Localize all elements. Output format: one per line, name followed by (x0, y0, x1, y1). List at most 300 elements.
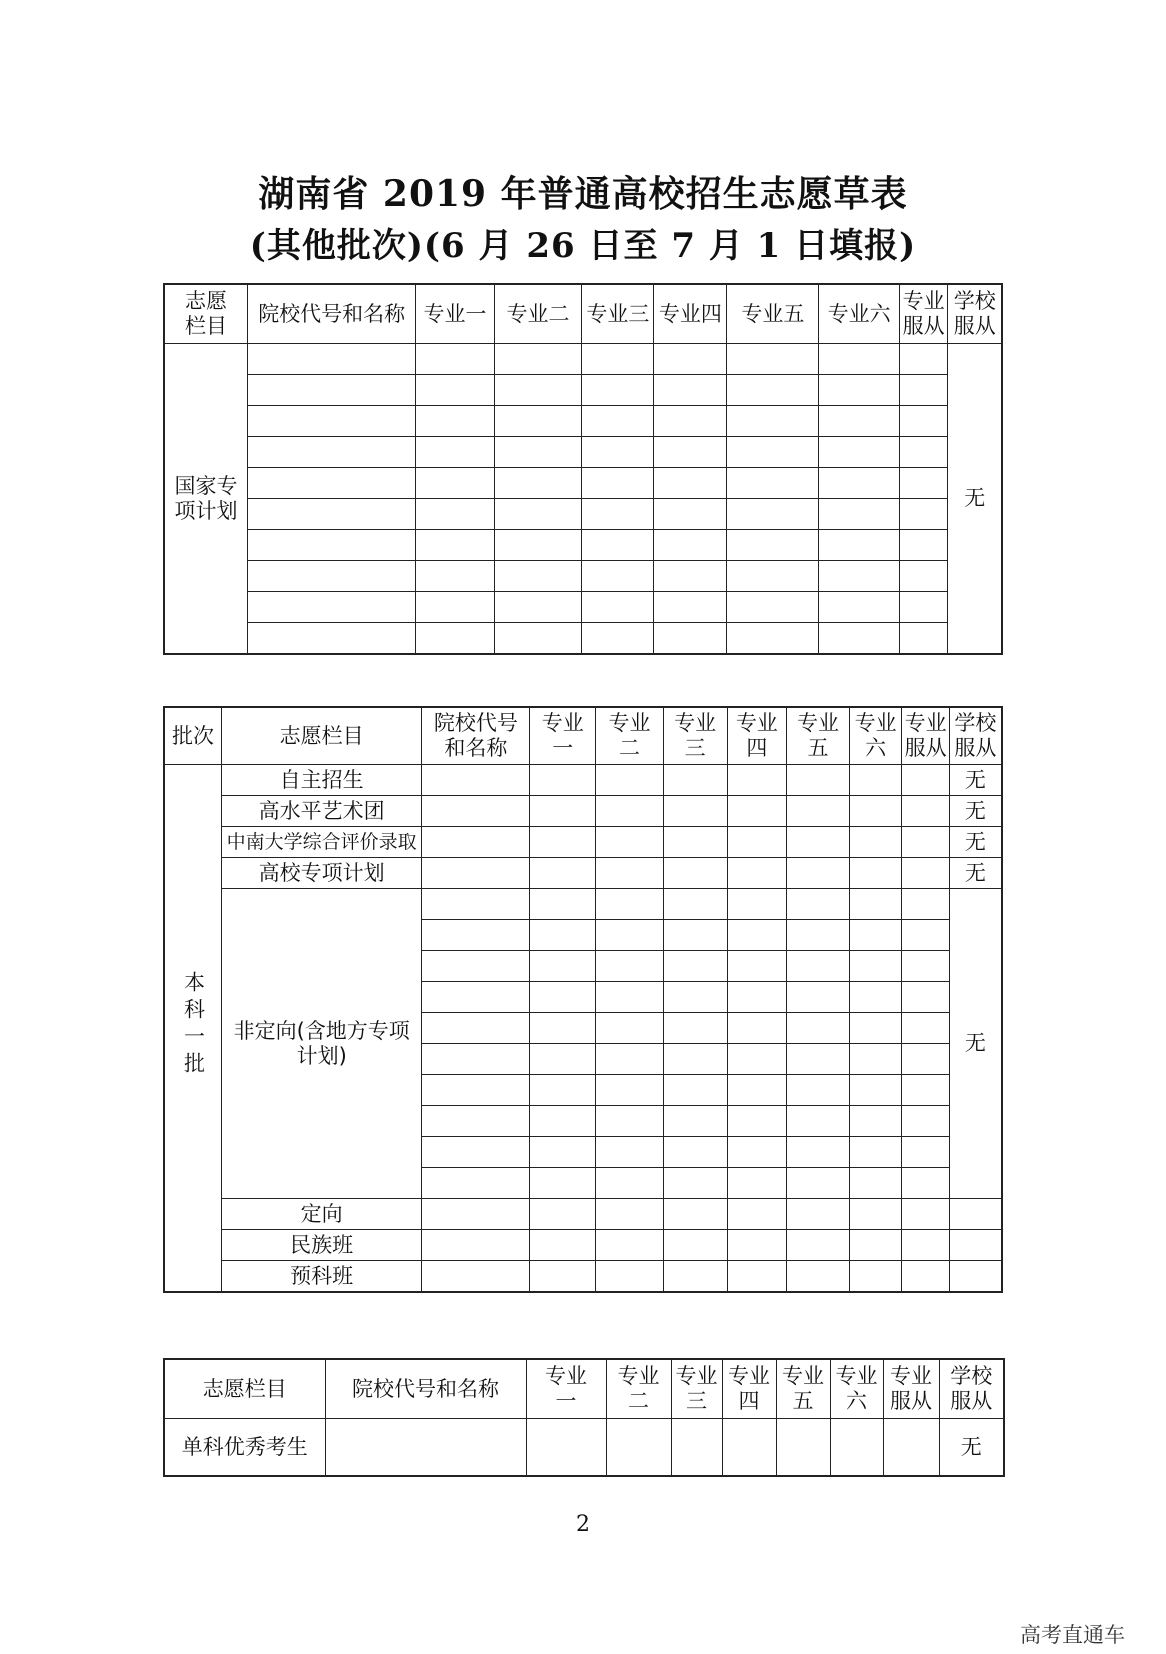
input-cell[interactable] (849, 889, 902, 920)
header-cell: 专业 服从 (883, 1359, 939, 1419)
input-cell[interactable] (248, 468, 416, 499)
input-cell[interactable] (727, 889, 787, 920)
input-cell[interactable] (530, 920, 596, 951)
input-cell[interactable] (902, 889, 950, 920)
input-cell[interactable] (596, 1106, 664, 1137)
input-cell[interactable] (819, 530, 899, 561)
batch-label-text: 本科一批 (181, 971, 206, 1079)
input-cell[interactable] (902, 1044, 950, 1075)
input-cell[interactable] (787, 920, 850, 951)
input-cell[interactable] (422, 920, 530, 951)
input-cell[interactable] (727, 858, 787, 889)
input-cell[interactable] (422, 1075, 530, 1106)
input-cell[interactable] (849, 765, 902, 796)
header-cell: 专业 服从 (902, 707, 950, 765)
input-cell[interactable] (819, 623, 899, 655)
input-cell[interactable] (422, 765, 530, 796)
table-row (164, 858, 1002, 889)
input-cell[interactable] (663, 796, 727, 827)
input-cell[interactable] (899, 437, 948, 468)
form-title: 湖南省 2019 年普通高校招生志愿草表 (258, 173, 908, 215)
input-cell[interactable] (787, 889, 850, 920)
input-cell[interactable] (596, 889, 664, 920)
input-cell[interactable] (727, 1075, 787, 1106)
input-cell[interactable] (248, 344, 416, 375)
input-cell[interactable] (530, 1137, 596, 1168)
table-header-row (164, 1359, 1004, 1419)
input-cell[interactable] (663, 858, 727, 889)
header-cell: 专业 服从 (899, 284, 948, 344)
input-cell[interactable] (530, 1199, 596, 1230)
input-cell[interactable] (727, 1137, 787, 1168)
table-row (164, 1261, 1002, 1293)
input-cell[interactable] (530, 1044, 596, 1075)
input-cell[interactable] (422, 1106, 530, 1137)
input-cell[interactable] (849, 1075, 902, 1106)
input-cell[interactable] (787, 1013, 850, 1044)
input-cell[interactable] (582, 623, 654, 655)
input-cell[interactable] (663, 1075, 727, 1106)
input-cell[interactable] (526, 1419, 606, 1477)
input-cell[interactable] (422, 858, 530, 889)
input-cell[interactable] (422, 982, 530, 1013)
undergraduate-first-batch-table (163, 706, 1003, 1293)
input-cell[interactable] (596, 827, 664, 858)
input-cell[interactable] (530, 1261, 596, 1293)
input-cell[interactable] (582, 406, 654, 437)
input-cell[interactable] (727, 344, 819, 375)
input-cell[interactable] (596, 1137, 664, 1168)
item-label: 高校专项计划 (222, 858, 422, 889)
input-cell[interactable] (494, 375, 582, 406)
table-row (164, 623, 1002, 655)
input-cell[interactable] (819, 344, 899, 375)
input-cell[interactable] (899, 623, 948, 655)
item-label: 民族班 (222, 1230, 422, 1261)
input-cell[interactable] (422, 796, 530, 827)
input-cell[interactable] (899, 375, 948, 406)
input-cell[interactable] (902, 1199, 950, 1230)
input-cell[interactable] (422, 1261, 530, 1293)
input-cell[interactable] (902, 920, 950, 951)
input-cell[interactable] (902, 1168, 950, 1199)
input-cell[interactable] (416, 561, 494, 592)
header-cell: 院校代号 和名称 (422, 707, 530, 765)
input-cell[interactable] (787, 1137, 850, 1168)
input-cell[interactable] (596, 1168, 664, 1199)
input-cell[interactable] (416, 375, 494, 406)
input-cell[interactable] (530, 951, 596, 982)
header-cell: 志愿栏目 (164, 1359, 325, 1419)
input-cell[interactable] (654, 499, 727, 530)
input-cell[interactable] (727, 468, 819, 499)
school-obey-value: 无 (949, 889, 1002, 1199)
input-cell[interactable] (849, 920, 902, 951)
item-label: 中南大学综合评价录取 (222, 827, 422, 858)
input-cell[interactable] (654, 592, 727, 623)
input-cell[interactable] (422, 889, 530, 920)
input-cell[interactable] (727, 951, 787, 982)
input-cell[interactable] (416, 406, 494, 437)
input-cell[interactable] (819, 437, 899, 468)
input-cell[interactable] (902, 1013, 950, 1044)
input-cell[interactable] (727, 1199, 787, 1230)
item-label: 定向 (222, 1199, 422, 1230)
input-cell[interactable] (787, 827, 850, 858)
header-cell: 专业 四 (727, 707, 787, 765)
header-cell: 专业六 (819, 284, 899, 344)
form-subtitle: (其他批次)(6 月 26 日至 7 月 1 日填报) (249, 226, 917, 266)
table-row (164, 827, 1002, 858)
table-row (164, 765, 1002, 796)
input-cell[interactable] (416, 344, 494, 375)
input-cell[interactable] (582, 561, 654, 592)
item-label: 预科班 (222, 1261, 422, 1293)
input-cell[interactable] (727, 1168, 787, 1199)
input-cell[interactable] (494, 344, 582, 375)
header-cell: 专业三 (582, 284, 654, 344)
input-cell[interactable] (899, 468, 948, 499)
input-cell[interactable] (494, 530, 582, 561)
input-cell[interactable] (727, 1230, 787, 1261)
header-cell: 专业 六 (849, 707, 902, 765)
input-cell[interactable] (902, 796, 950, 827)
input-cell[interactable] (787, 1199, 850, 1230)
input-cell[interactable] (819, 375, 899, 406)
input-cell[interactable] (663, 1013, 727, 1044)
input-cell[interactable] (663, 982, 727, 1013)
input-cell[interactable] (596, 765, 664, 796)
input-cell[interactable] (582, 592, 654, 623)
input-cell[interactable] (787, 1168, 850, 1199)
input-cell[interactable] (849, 1137, 902, 1168)
input-cell[interactable] (727, 530, 819, 561)
input-cell[interactable] (902, 1106, 950, 1137)
header-cell: 专业 三 (663, 707, 727, 765)
national-special-plan-table (163, 283, 1003, 655)
input-cell[interactable] (422, 1137, 530, 1168)
input-cell[interactable] (530, 827, 596, 858)
header-cell: 志愿 栏目 (164, 284, 248, 344)
input-cell[interactable] (727, 1106, 787, 1137)
input-cell[interactable] (819, 406, 899, 437)
input-cell[interactable] (416, 623, 494, 655)
input-cell[interactable] (606, 1419, 671, 1477)
input-cell[interactable] (582, 499, 654, 530)
input-cell[interactable] (416, 592, 494, 623)
input-cell[interactable] (248, 592, 416, 623)
input-cell[interactable] (849, 1261, 902, 1293)
input-cell[interactable] (727, 375, 819, 406)
header-cell: 志愿栏目 (222, 707, 422, 765)
single-subject-excellent-table (163, 1358, 1005, 1477)
input-cell[interactable] (654, 530, 727, 561)
input-cell[interactable] (722, 1419, 776, 1477)
input-cell[interactable] (787, 765, 850, 796)
table-row (164, 406, 1002, 437)
input-cell[interactable] (654, 344, 727, 375)
input-cell[interactable] (530, 1168, 596, 1199)
input-cell[interactable] (663, 1137, 727, 1168)
input-cell[interactable] (849, 1044, 902, 1075)
input-cell[interactable] (727, 406, 819, 437)
input-cell[interactable] (727, 920, 787, 951)
header-cell: 学校 服从 (948, 284, 1002, 344)
input-cell[interactable] (776, 1419, 830, 1477)
input-cell[interactable] (530, 858, 596, 889)
input-cell[interactable] (727, 1044, 787, 1075)
input-cell[interactable] (899, 592, 948, 623)
input-cell[interactable] (902, 765, 950, 796)
input-cell[interactable] (248, 406, 416, 437)
input-cell[interactable] (596, 1013, 664, 1044)
input-cell[interactable] (416, 530, 494, 561)
input-cell[interactable] (787, 1106, 850, 1137)
header-cell: 专业四 (654, 284, 727, 344)
input-cell[interactable] (949, 1199, 1002, 1230)
input-cell[interactable] (582, 468, 654, 499)
input-cell[interactable] (899, 561, 948, 592)
input-cell[interactable] (248, 530, 416, 561)
input-cell[interactable] (416, 468, 494, 499)
table-row (164, 889, 1002, 920)
input-cell[interactable] (902, 982, 950, 1013)
header-cell: 院校代号和名称 (248, 284, 416, 344)
input-cell[interactable] (530, 1106, 596, 1137)
input-cell[interactable] (663, 1261, 727, 1293)
header-cell: 学校 服从 (939, 1359, 1004, 1419)
input-cell[interactable] (654, 406, 727, 437)
input-cell[interactable] (819, 561, 899, 592)
input-cell[interactable] (422, 1044, 530, 1075)
school-obey-value: 无 (949, 827, 1002, 858)
input-cell[interactable] (849, 827, 902, 858)
input-cell[interactable] (494, 499, 582, 530)
input-cell[interactable] (663, 1106, 727, 1137)
input-cell[interactable] (422, 951, 530, 982)
school-obey-value: 无 (949, 796, 1002, 827)
table-row (164, 375, 1002, 406)
input-cell[interactable] (654, 437, 727, 468)
table-row (164, 796, 1002, 827)
input-cell[interactable] (663, 1230, 727, 1261)
header-cell: 专业一 (416, 284, 494, 344)
input-cell[interactable] (530, 1013, 596, 1044)
table-row (164, 499, 1002, 530)
input-cell[interactable] (727, 561, 819, 592)
input-cell[interactable] (596, 1075, 664, 1106)
input-cell[interactable] (422, 1013, 530, 1044)
input-cell[interactable] (849, 1013, 902, 1044)
input-cell[interactable] (596, 1261, 664, 1293)
table-row (164, 468, 1002, 499)
input-cell[interactable] (899, 499, 948, 530)
header-cell: 专业 二 (606, 1359, 671, 1419)
item-label: 自主招生 (222, 765, 422, 796)
header-cell: 专业 四 (722, 1359, 776, 1419)
input-cell[interactable] (663, 827, 727, 858)
input-cell[interactable] (663, 920, 727, 951)
table-row (164, 530, 1002, 561)
input-cell[interactable] (849, 1199, 902, 1230)
input-cell[interactable] (902, 1137, 950, 1168)
input-cell[interactable] (494, 437, 582, 468)
input-cell[interactable] (422, 1168, 530, 1199)
input-cell[interactable] (849, 1230, 902, 1261)
input-cell[interactable] (787, 1261, 850, 1293)
school-obey-value: 无 (949, 765, 1002, 796)
input-cell[interactable] (727, 1013, 787, 1044)
input-cell[interactable] (849, 1168, 902, 1199)
header-cell: 专业五 (727, 284, 819, 344)
input-cell[interactable] (902, 858, 950, 889)
watermark: 高考直通车 (1020, 1623, 1125, 1647)
input-cell[interactable] (248, 561, 416, 592)
input-cell[interactable] (494, 623, 582, 655)
input-cell[interactable] (902, 951, 950, 982)
input-cell[interactable] (494, 592, 582, 623)
input-cell[interactable] (596, 858, 664, 889)
input-cell[interactable] (663, 765, 727, 796)
input-cell[interactable] (849, 796, 902, 827)
input-cell[interactable] (325, 1419, 526, 1477)
input-cell[interactable] (596, 982, 664, 1013)
header-cell: 专业 三 (671, 1359, 722, 1419)
header-cell: 批次 (164, 707, 222, 765)
input-cell[interactable] (663, 1044, 727, 1075)
input-cell[interactable] (727, 499, 819, 530)
input-cell[interactable] (787, 951, 850, 982)
input-cell[interactable] (530, 889, 596, 920)
table-header-row (164, 284, 1002, 344)
input-cell[interactable] (727, 1261, 787, 1293)
school-obey-value: 无 (948, 344, 1002, 655)
input-cell[interactable] (899, 344, 948, 375)
input-cell[interactable] (899, 406, 948, 437)
input-cell[interactable] (416, 437, 494, 468)
input-cell[interactable] (663, 1168, 727, 1199)
input-cell[interactable] (494, 468, 582, 499)
input-cell[interactable] (727, 623, 819, 655)
item-label: 非定向(含地方专项 计划) (222, 889, 422, 1199)
input-cell[interactable] (899, 530, 948, 561)
input-cell[interactable] (727, 827, 787, 858)
input-cell[interactable] (248, 437, 416, 468)
table-row (164, 561, 1002, 592)
input-cell[interactable] (654, 623, 727, 655)
input-cell[interactable] (494, 406, 582, 437)
input-cell[interactable] (654, 561, 727, 592)
header-cell: 专业 五 (787, 707, 850, 765)
header-cell: 专业 一 (526, 1359, 606, 1419)
input-cell[interactable] (787, 1230, 850, 1261)
input-cell[interactable] (949, 1230, 1002, 1261)
input-cell[interactable] (596, 1230, 664, 1261)
header-cell: 专业 二 (596, 707, 664, 765)
input-cell[interactable] (582, 530, 654, 561)
input-cell[interactable] (654, 375, 727, 406)
item-label: 高水平艺术团 (222, 796, 422, 827)
table-row (164, 1419, 1004, 1477)
input-cell[interactable] (902, 1261, 950, 1293)
header-cell: 学校 服从 (949, 707, 1002, 765)
input-cell[interactable] (530, 1075, 596, 1106)
table-row (164, 1199, 1002, 1230)
header-cell: 专业 六 (830, 1359, 883, 1419)
input-cell[interactable] (830, 1419, 883, 1477)
input-cell[interactable] (248, 375, 416, 406)
input-cell[interactable] (819, 468, 899, 499)
input-cell[interactable] (582, 375, 654, 406)
input-cell[interactable] (596, 796, 664, 827)
table-row (164, 344, 1002, 375)
input-cell[interactable] (596, 1199, 664, 1230)
input-cell[interactable] (819, 592, 899, 623)
input-cell[interactable] (902, 1075, 950, 1106)
input-cell[interactable] (422, 1199, 530, 1230)
category-label: 国家专 项计划 (164, 344, 248, 655)
input-cell[interactable] (248, 623, 416, 655)
header-cell: 专业二 (494, 284, 582, 344)
input-cell[interactable] (949, 1261, 1002, 1293)
input-cell[interactable] (727, 437, 819, 468)
input-cell[interactable] (530, 1230, 596, 1261)
input-cell[interactable] (902, 1230, 950, 1261)
input-cell[interactable] (530, 796, 596, 827)
input-cell[interactable] (671, 1419, 722, 1477)
school-obey-value: 无 (949, 858, 1002, 889)
input-cell[interactable] (663, 1199, 727, 1230)
input-cell[interactable] (849, 858, 902, 889)
input-cell[interactable] (248, 499, 416, 530)
input-cell[interactable] (819, 499, 899, 530)
input-cell[interactable] (422, 827, 530, 858)
input-cell[interactable] (596, 920, 664, 951)
input-cell[interactable] (596, 951, 664, 982)
input-cell[interactable] (787, 982, 850, 1013)
input-cell[interactable] (530, 765, 596, 796)
input-cell[interactable] (787, 1075, 850, 1106)
input-cell[interactable] (849, 1106, 902, 1137)
input-cell[interactable] (494, 561, 582, 592)
input-cell[interactable] (530, 982, 596, 1013)
input-cell[interactable] (422, 1230, 530, 1261)
input-cell[interactable] (787, 796, 850, 827)
input-cell[interactable] (787, 858, 850, 889)
table-row (164, 1230, 1002, 1261)
table-row (164, 592, 1002, 623)
input-cell[interactable] (727, 982, 787, 1013)
input-cell[interactable] (727, 765, 787, 796)
input-cell[interactable] (596, 1044, 664, 1075)
input-cell[interactable] (416, 499, 494, 530)
batch-label (164, 765, 222, 1293)
input-cell[interactable] (727, 592, 819, 623)
input-cell[interactable] (582, 344, 654, 375)
input-cell[interactable] (883, 1419, 939, 1477)
school-obey-value: 无 (939, 1419, 1004, 1477)
input-cell[interactable] (727, 796, 787, 827)
input-cell[interactable] (902, 827, 950, 858)
input-cell[interactable] (849, 982, 902, 1013)
input-cell[interactable] (582, 437, 654, 468)
input-cell[interactable] (849, 951, 902, 982)
input-cell[interactable] (663, 951, 727, 982)
input-cell[interactable] (663, 889, 727, 920)
table-header-row (164, 707, 1002, 765)
input-cell[interactable] (787, 1044, 850, 1075)
input-cell[interactable] (654, 468, 727, 499)
